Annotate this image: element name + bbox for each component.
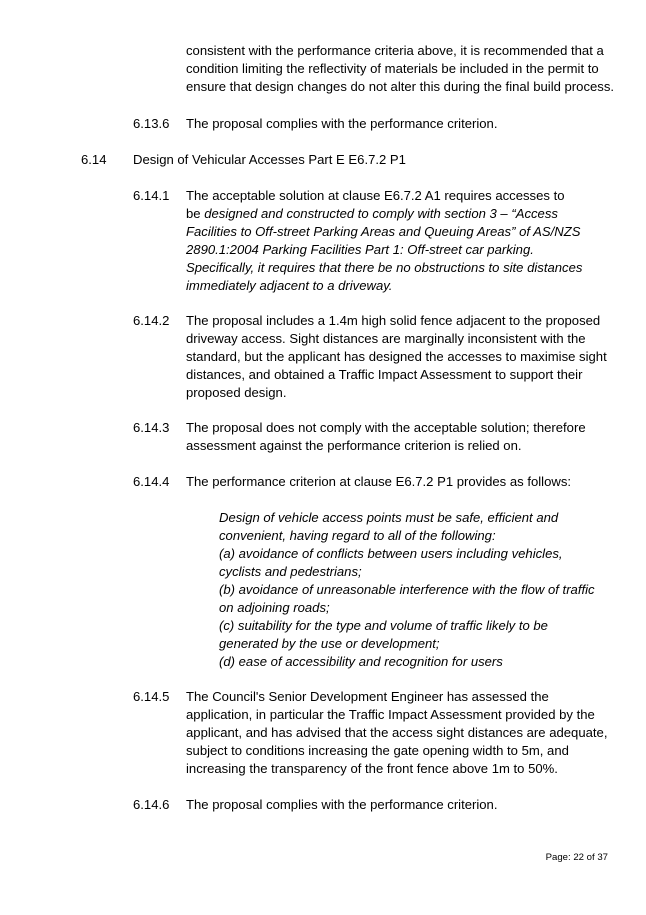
paragraph-line: The proposal includes a 1.4m high solid fence adjacent to the proposed [186, 313, 601, 328]
quote-line: on adjoining roads; [219, 600, 330, 615]
italic-line: immediately adjacent to a driveway. [186, 278, 393, 293]
italic-line: 2890.1:2004 Parking Facilities Part 1: Off-street car parking. [186, 242, 534, 257]
paragraph-6-14-3 [186, 419, 608, 455]
paragraph-6-13-6 [186, 115, 606, 133]
quote-line: (c) suitability for the type and volume of traffic likely to be [219, 618, 548, 633]
paragraph-line: distances, and obtained a Traffic Impact Assessment to support their [186, 367, 583, 382]
italic-line: Facilities to Off-street Parking Areas and Queuing Areas” of AS/NZS [186, 224, 581, 239]
quote-line: convenient, having regard to all of the following: [219, 528, 496, 543]
paragraph-line: The Council's Senior Development Engineer has assessed the [186, 689, 549, 704]
paragraph-line: The proposal complies with the performance criterion. [186, 797, 498, 812]
intro-line: ensure that design changes do not alter this during the final build process. [186, 79, 615, 94]
intro-line: consistent with the performance criteria above, it is recommended that a [186, 43, 604, 58]
italic-line: Specifically, it requires that there be no obstructions to site distances [186, 260, 583, 275]
paragraph-6-14-2 [186, 312, 608, 402]
paragraph-number-6-14-2: 6.14.2 [133, 313, 170, 328]
quote-line: generated by the use or development; [219, 636, 440, 651]
paragraph-line: driveway access. Sight distances are marginally inconsistent with the [186, 331, 586, 346]
quote-line: (a) avoidance of conflicts between users including vehicles, [219, 546, 563, 561]
section-number-6-14: 6.14 [81, 152, 107, 167]
section-title: Design of Vehicular Accesses Part E E6.7.2 P1 [133, 152, 406, 167]
paragraph-line: The proposal does not comply with the acceptable solution; therefore [186, 420, 586, 435]
quote-line: (b) avoidance of unreasonable interference with the flow of traffic [219, 582, 595, 597]
quote-line: (d) ease of accessibility and recognition for users [219, 654, 503, 669]
page-number: Page: 22 of 37 [545, 852, 608, 863]
paragraph-line: The proposal complies with the performance criterion. [186, 116, 498, 131]
paragraph-line: The acceptable solution at clause E6.7.2 A1 requires accesses to [186, 188, 565, 203]
plain-fragment: be [186, 206, 205, 221]
intro-line: condition limiting the reflectivity of materials be included in the permit to [186, 61, 599, 76]
quote-line: Design of vehicle access points must be safe, efficient and [219, 510, 559, 525]
quoted-criterion [219, 509, 609, 671]
paragraph-line: subject to conditions increasing the gate opening width to 5m, and [186, 743, 569, 758]
paragraph-line: proposed design. [186, 385, 287, 400]
intro-paragraph [186, 42, 615, 96]
italic-fragment: designed and constructed to comply with section 3 – “Access [204, 206, 558, 221]
paragraph-line: increasing the transparency of the front fence above 1m to 50%. [186, 761, 558, 776]
paragraph-number-6-14-6: 6.14.6 [133, 797, 170, 812]
quote-line: cyclists and pedestrians; [219, 564, 362, 579]
paragraph-number-6-14-1: 6.14.1 [133, 188, 170, 203]
paragraph-number-6-14-3: 6.14.3 [133, 420, 170, 435]
paragraph-6-14-4 [186, 473, 608, 491]
section-title-6-14 [133, 151, 553, 169]
paragraph-line: applicant, and has advised that the access sight distances are adequate, [186, 725, 608, 740]
paragraph-line: standard, but the applicant has designed the accesses to maximise sight [186, 349, 607, 364]
paragraph-line: The performance criterion at clause E6.7.2 P1 provides as follows: [186, 474, 571, 489]
paragraph-6-14-5 [186, 688, 608, 778]
paragraph-6-14-6 [186, 796, 606, 814]
paragraph-line: assessment against the performance criterion is relied on. [186, 438, 522, 453]
paragraph-6-14-1 [186, 187, 608, 295]
paragraph-number-6-13-6: 6.13.6 [133, 116, 170, 131]
paragraph-number-6-14-4: 6.14.4 [133, 474, 170, 489]
paragraph-line [186, 205, 608, 223]
paragraph-line: application, in particular the Traffic Impact Assessment provided by the [186, 707, 595, 722]
paragraph-number-6-14-5: 6.14.5 [133, 689, 170, 704]
